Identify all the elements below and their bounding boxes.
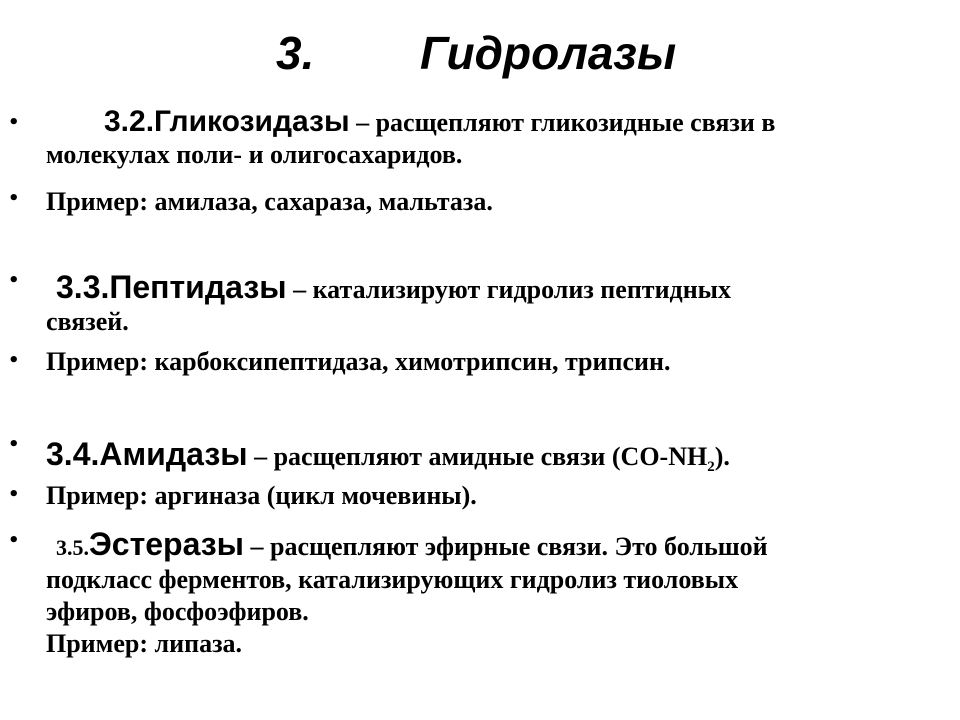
item-text: Пример: амилаза, сахараза, мальтаза. bbox=[46, 187, 493, 216]
item-text-line3: эфиров, фосфоэфиров. bbox=[46, 597, 309, 626]
list-item-example bbox=[46, 480, 926, 512]
bullet-marker: • bbox=[8, 434, 20, 455]
item-lead: 3.2.Гликозидазы bbox=[104, 105, 350, 138]
title-text: Гидролазы bbox=[420, 27, 677, 79]
item-prefix: 3.5. bbox=[56, 535, 89, 560]
item-lead: 3.3.Пептидазы bbox=[56, 269, 287, 305]
list-item-amidases bbox=[46, 436, 926, 476]
item-text-line2: молекулах поли- и олигосахаридов. bbox=[46, 140, 463, 169]
bullet-marker: • bbox=[8, 484, 20, 505]
bullet-marker: • bbox=[8, 188, 20, 209]
bullet-marker: • bbox=[8, 270, 20, 291]
item-text-line1: – расщепляют эфирные связи. Это большой bbox=[244, 532, 768, 561]
item-lead: 3.4.Амидазы bbox=[46, 436, 248, 472]
slide-title bbox=[0, 18, 960, 88]
list-item-example bbox=[46, 186, 926, 218]
item-text-line2: подкласс ферментов, катализирующих гидролиз тиоловых bbox=[46, 565, 739, 594]
bullet-marker: • bbox=[8, 350, 20, 371]
item-text-line1: – расщепляют гликозидные связи в bbox=[349, 108, 776, 137]
list-item-example bbox=[46, 346, 926, 378]
list-item-esterases bbox=[46, 528, 926, 660]
item-text-tail: ). bbox=[714, 442, 730, 471]
item-text-line1: – катализируют гидролиз пептидных bbox=[286, 275, 731, 304]
item-lead: Эстеразы bbox=[89, 526, 244, 562]
item-text-line4: Пример: липаза. bbox=[46, 629, 243, 658]
bullet-marker: • bbox=[8, 530, 20, 551]
bullet-marker: • bbox=[8, 112, 20, 133]
list-item-glycosidases bbox=[46, 106, 926, 171]
item-text: Пример: аргиназа (цикл мочевины). bbox=[46, 481, 477, 510]
item-subscript: 2 bbox=[707, 459, 715, 476]
title-number: 3. bbox=[276, 27, 315, 79]
item-text: Пример: карбоксипептидаза, химотрипсин, трипсин. bbox=[46, 347, 671, 376]
item-text-line2: связей. bbox=[46, 307, 129, 336]
item-text: – расщепляют амидные связи (CO-NH bbox=[247, 442, 708, 471]
list-item-peptidases bbox=[46, 271, 926, 338]
